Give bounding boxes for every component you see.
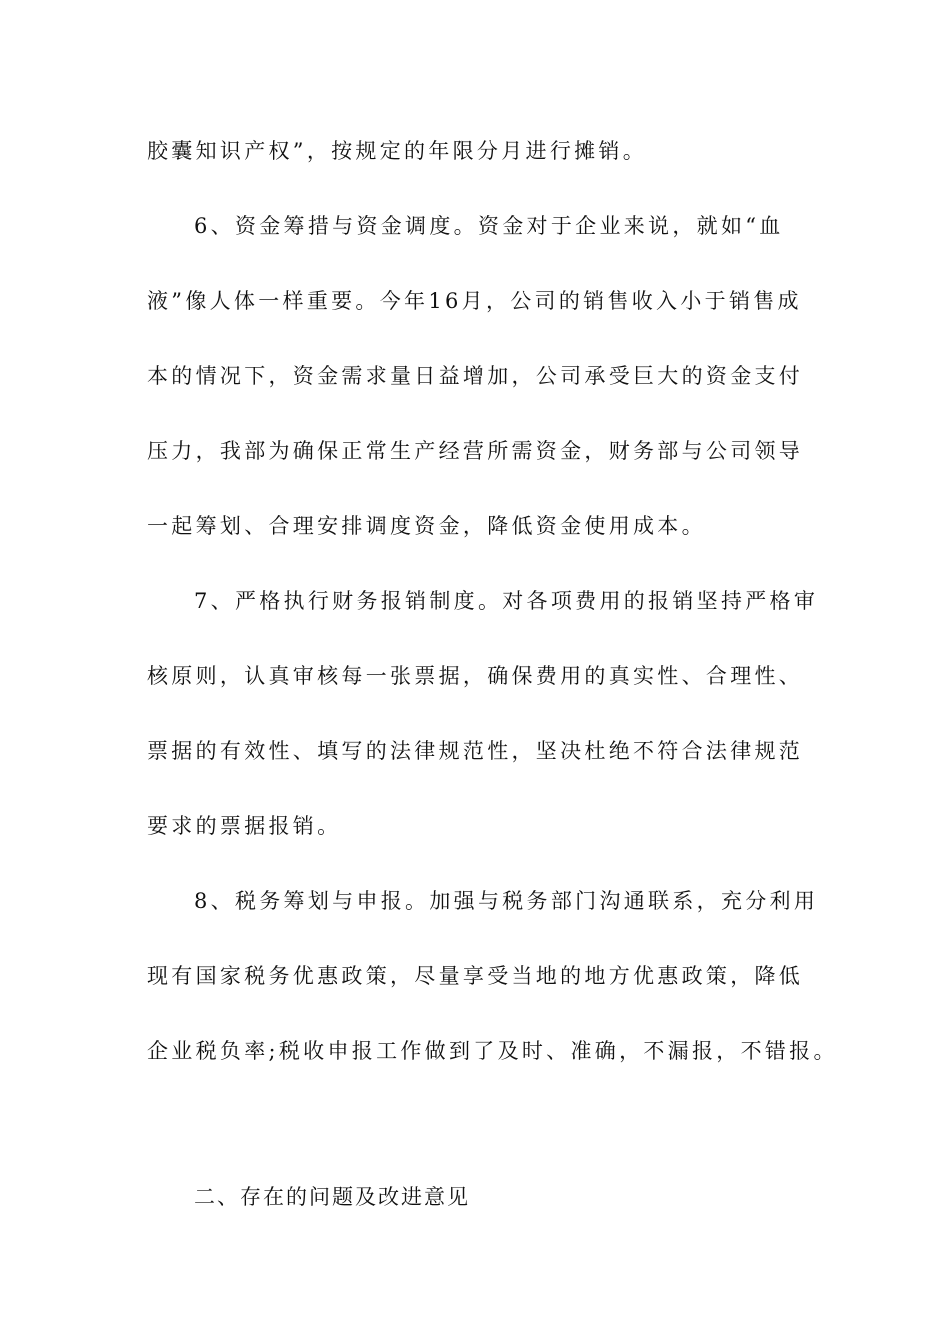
paragraph-line-item-7: 7、严格执行财务报销制度。对各项费用的报销坚持严格审 — [194, 589, 819, 613]
paragraph-line: 企业税负率;税收申报工作做到了及时、准确，不漏报，不错报。 — [147, 1039, 838, 1063]
paragraph-line: 要求的票据报销。 — [147, 814, 342, 838]
paragraph-line: 胶囊知识产权”，按规定的年限分月进行摊销。 — [147, 139, 648, 163]
paragraph-line: 本的情况下，资金需求量日益增加，公司承受巨大的资金支付 — [147, 364, 804, 388]
paragraph-line-item-8: 8、税务筹划与申报。加强与税务部门沟通联系，充分利用 — [194, 889, 819, 913]
paragraph-line: 压力，我部为确保正常生产经营所需资金，财务部与公司领导 — [147, 439, 804, 463]
paragraph-line-item-6: 6、资金筹措与资金调度。资金对于企业来说，就如“血 — [194, 214, 784, 238]
paragraph-line: 票据的有效性、填写的法律规范性，坚决杜绝不符合法律规范 — [147, 739, 804, 763]
paragraph-line: 现有国家税务优惠政策，尽量享受当地的地方优惠政策，降低 — [147, 964, 804, 988]
paragraph-line: 一起筹划、合理安排调度资金，降低资金使用成本。 — [147, 514, 706, 538]
paragraph-line: 核原则，认真审核每一张票据，确保费用的真实性、合理性、 — [147, 664, 804, 688]
section-heading: 二、存在的问题及改进意见 — [194, 1185, 470, 1209]
paragraph-line: 液”像人体一样重要。今年16月，公司的销售收入小于销售成 — [147, 289, 802, 313]
